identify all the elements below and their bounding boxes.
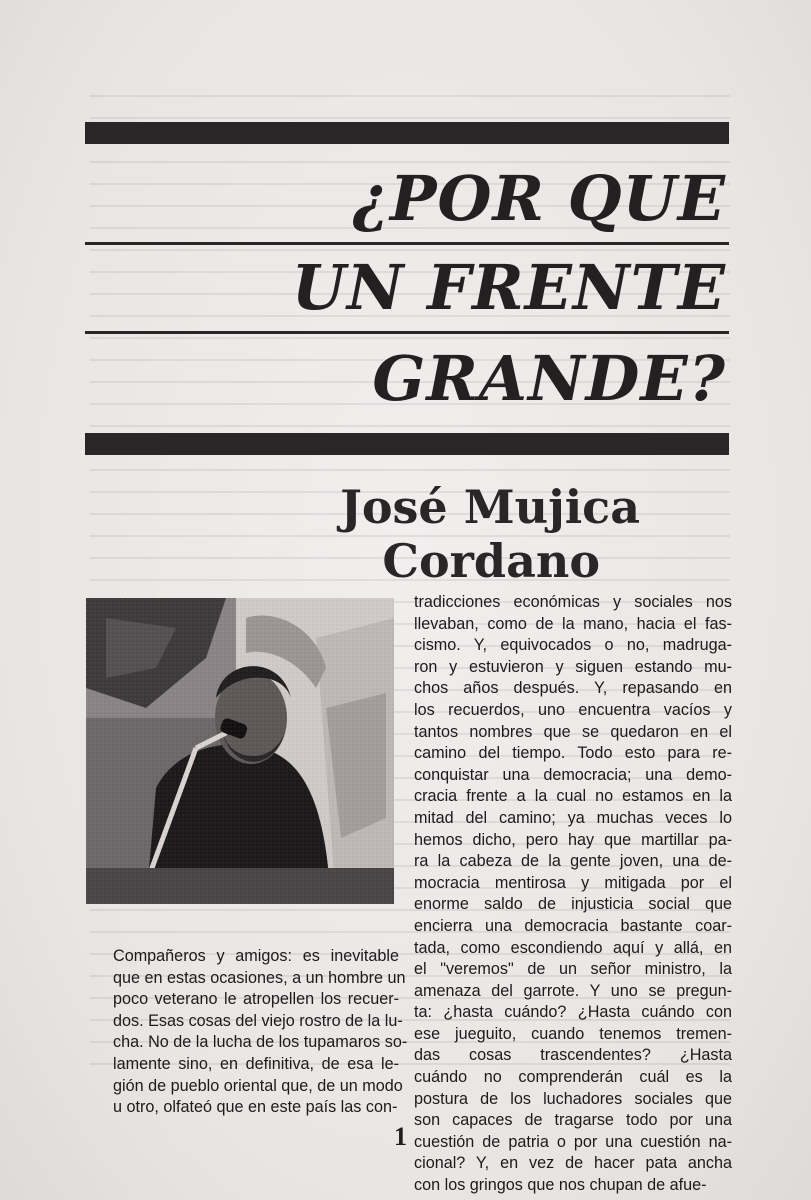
text-line: cismo. Y, equivocados o no, madruga-: [414, 636, 732, 655]
text-line: cional? Y, en vez de hacer pata ancha: [414, 1154, 732, 1173]
text-line: chos años después. Y, repasando en: [414, 679, 732, 698]
title-rule-1: [85, 242, 729, 245]
title-line-1: ¿POR QUE: [352, 162, 726, 235]
text-line: mitad del camino; ya muchas veces lo: [414, 808, 732, 827]
text-line: cha. No de la lucha de los tupamaros so-: [113, 1033, 408, 1052]
text-line: conquistar una democracia; una demo-: [414, 765, 732, 784]
text-line: llevaban, como de la mano, hacia el fas-: [414, 614, 732, 633]
text-line: das cosas trascendentes? ¿Hasta: [414, 1046, 732, 1065]
text-line: enorme saldo de injusticia social que: [414, 895, 732, 914]
title-rule-2: [85, 331, 729, 334]
text-line: el "veremos" de un señor ministro, la: [414, 960, 732, 979]
text-line: amenaza del garrote. Y uno se pregun-: [414, 981, 732, 1000]
text-line: ra la cabeza de la gente joven, una de-: [414, 852, 732, 871]
text-line: tradicciones económicas y sociales nos: [414, 593, 732, 611]
speaker-at-microphone-photo: [86, 598, 394, 904]
article-left-column: [113, 946, 408, 1119]
text-line: ese jueguito, cuando tenemos tremen-: [414, 1024, 732, 1043]
author-first-line: José Mujica: [340, 480, 640, 534]
text-line: dos. Esas cosas del viejo rostro de la lu-: [113, 1011, 403, 1030]
text-line: cracia frente a la cual no estamos en la: [414, 787, 732, 806]
text-line: gión de pueblo oriental que, de un modo: [113, 1076, 403, 1095]
text-line: ron y estuvieron y siguen estando mu-: [414, 657, 732, 676]
text-line: mocracia mentirosa y mitigada por el: [414, 873, 732, 892]
text-line: postura de los luchadores sociales que: [414, 1089, 732, 1108]
text-line: hemos dicho, pero hay que martillar pa-: [414, 830, 732, 849]
text-line: poco veterano le atropellen los recuer-: [113, 990, 399, 1009]
page-number: 1: [394, 1122, 407, 1151]
text-line: tada, como escondiendo aquí y allá, en: [414, 938, 732, 957]
article-right-column: [414, 592, 732, 1197]
top-title-bar: [85, 122, 729, 144]
text-line: u otro, olfateó que en este país las con-: [113, 1098, 398, 1117]
text-line: ta: ¿hasta cuándo? ¿Hasta cuándo con: [414, 1003, 732, 1022]
text-line: cuestión de patria o por una cuestión na-: [414, 1132, 732, 1151]
text-line: encierra una democracia bastante coar-: [414, 916, 732, 935]
title-line-2: UN FRENTE: [291, 251, 726, 324]
text-line: camino del tiempo. Todo esto para re-: [414, 744, 732, 763]
text-line: que en estas ocasiones, a un hombre un: [113, 968, 406, 987]
text-line: con los gringos que nos chupan de afue-: [414, 1176, 707, 1195]
photo-illustration: [86, 598, 394, 904]
title-line-3: GRANDE?: [372, 342, 726, 415]
text-line: son capaces de tragarse todo por una: [414, 1111, 732, 1130]
bottom-title-bar: [85, 433, 729, 455]
author-second-line: Cordano: [382, 534, 600, 588]
text-line: tantos nombres que se quedaron en el: [414, 722, 732, 741]
text-line: lamente sino, en definitiva, de esa le-: [113, 1054, 399, 1073]
text-line: Compañeros y amigos: es inevitable: [113, 947, 399, 965]
text-line: los recuerdos, uno encuentra vacíos y: [414, 700, 732, 719]
text-line: cuándo no comprenderán cuál es la: [414, 1068, 732, 1087]
